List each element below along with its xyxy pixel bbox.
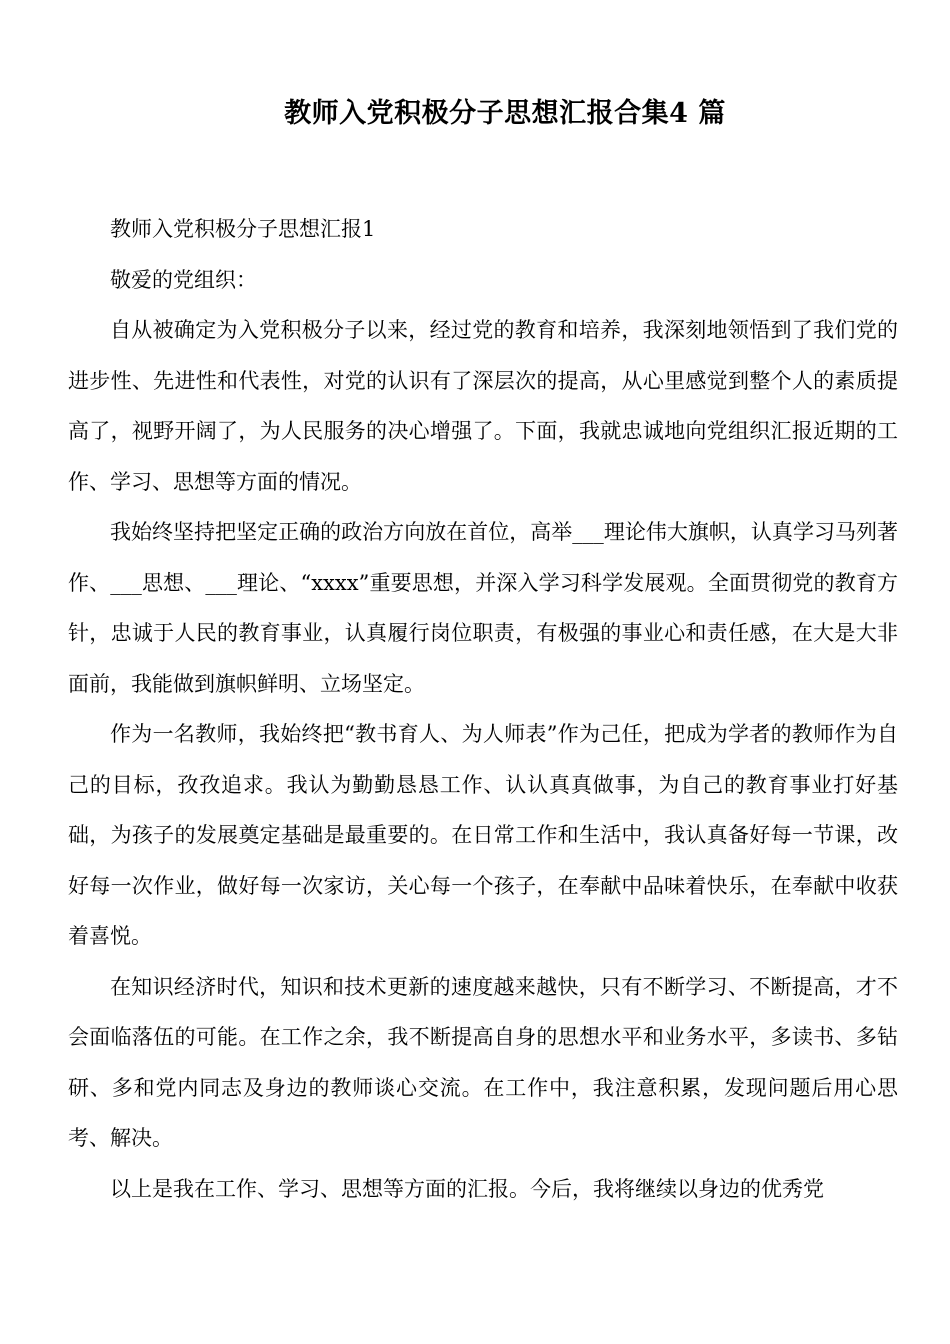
section-heading: 教师入党积极分子思想汇报1 bbox=[110, 217, 376, 241]
paragraph: 作为一名教师，我始终把“教书育人、为人师表”作为己任，把成为学者的教师作为自己的目标，孜孜追求。我认为勤勤恳恳工作、认认真真做事，为自己的教育事业打好基础，为孩子的发展奠定基础是最重要的。在日常工作和生活中，我认真备好每一节课，改好每一次作业，做好每一次家访，关心每一个孩子，在奉献中品味着快乐，在奉献中收获着喜悦。 bbox=[68, 722, 898, 948]
document-body bbox=[68, 204, 898, 1214]
paragraph: 自从被确定为入党积极分子以来，经过党的教育和培养，我深刻地领悟到了我们党的进步性、先进性和代表性，对党的认识有了深层次的提高，从心里感觉到整个人的素质提高了，视野开阔了，为人民服务的决心增强了。下面，我就忠诚地向党组织汇报近期的工作、学习、思想等方面的情况。 bbox=[68, 318, 898, 494]
paragraph: 在知识经济时代，知识和技术更新的速度越来越快，只有不断学习、不断提高，才不会面临落伍的可能。在工作之余，我不断提高自身的思想水平和业务水平，多读书、多钻研、多和党内同志及身边的教师谈心交流。在工作中，我注意积累，发现问题后用心思考、解决。 bbox=[68, 974, 898, 1150]
document-title: 教师入党积极分子思想汇报合集4 篇 bbox=[284, 98, 726, 129]
paragraph: 以上是我在工作、学习、思想等方面的汇报。今后，我将继续以身边的优秀党 bbox=[110, 1176, 824, 1201]
paragraph: 我始终坚持把坚定正确的政治方向放在首位，高举___理论伟大旗帜，认真学习马列著作、___思想、___理论、“xxxx”重要思想，并深入学习科学发展观。全面贯彻党的教育方针，忠诚于人民的教育事业，认真履行岗位职责，有极强的事业心和责任感，在大是大非面前，我能做到旗帜鲜明、立场坚定。 bbox=[68, 520, 898, 696]
salutation: 敬爱的党组织： bbox=[110, 267, 257, 292]
